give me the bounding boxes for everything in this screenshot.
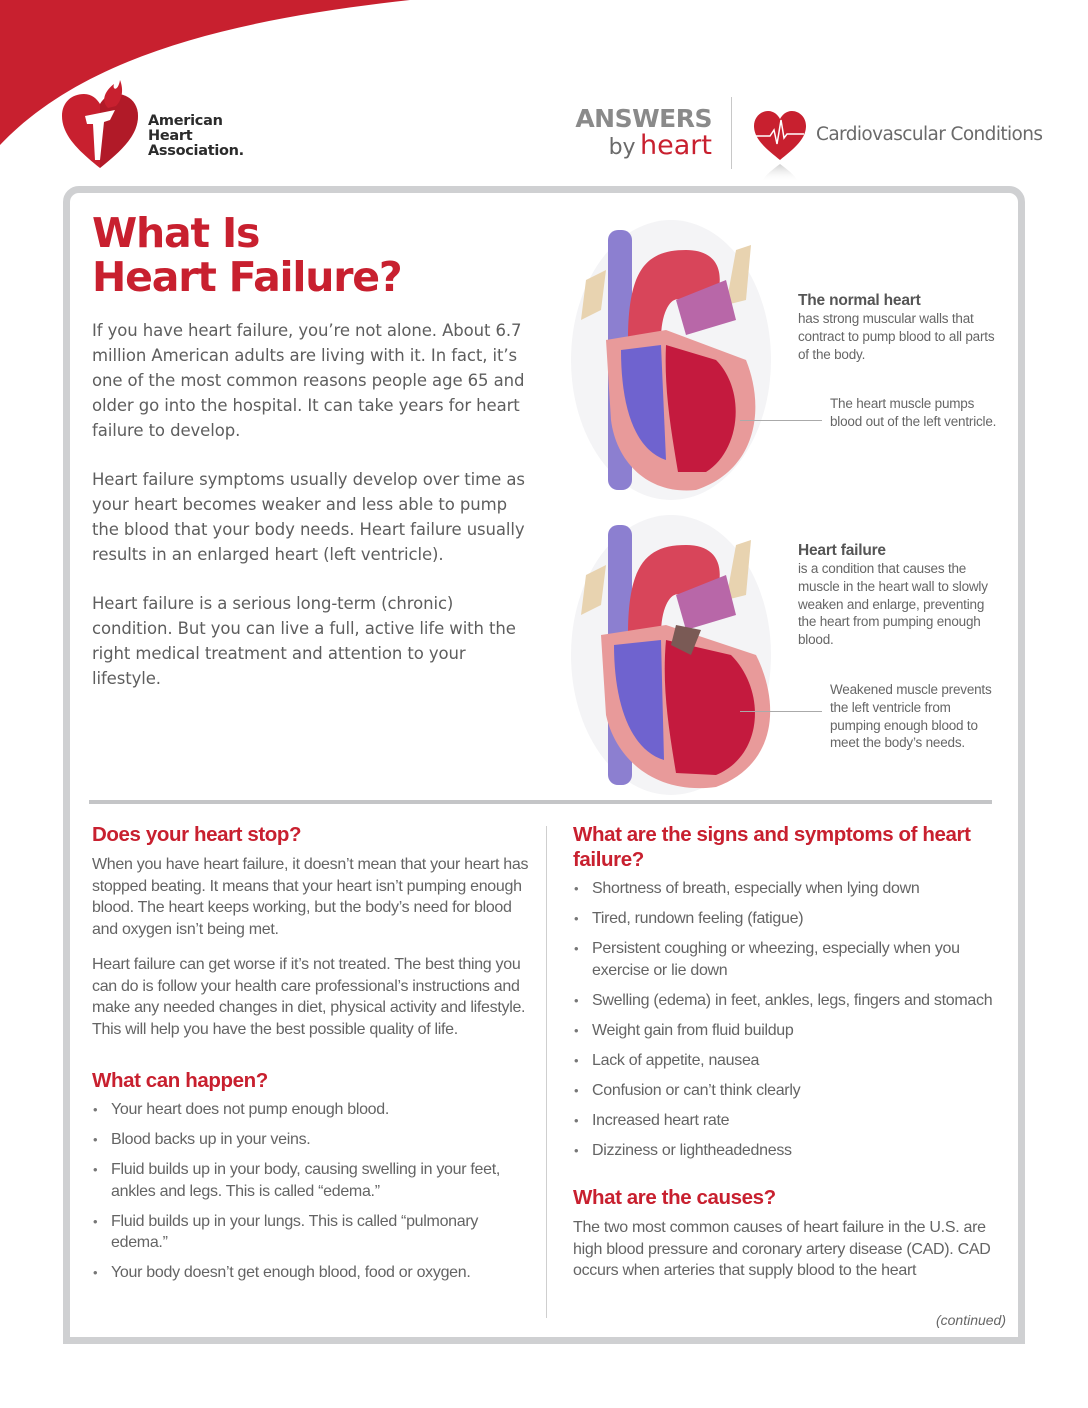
left-column xyxy=(92,822,532,1292)
heart-stop-paragraph: Heart failure can get worse if it’s not treated. The best thing you can do is follow your health care professional’s instructions and make any needed changes in diet, physical activity and lifestyle. This will help you have the best possible quality of life. xyxy=(92,956,526,1038)
intro-paragraph: Heart failure symptoms usually develop over time as your heart becomes weaker and less able to pump the blood that your body needs. Heart failure usually results in an enlarged heart (left ventricle). xyxy=(92,470,525,564)
list-item: • Weight gain from fluid buildup xyxy=(573,1020,993,1042)
list-item: • Blood backs up in your veins. xyxy=(92,1129,532,1151)
aha-wordmark xyxy=(148,114,244,159)
intro-paragraph: Heart failure is a serious long-term (chronic) condition. But you can live a full, active life with the right medical treatment and attention to your lifestyle. xyxy=(92,594,516,688)
series-heart: heart xyxy=(640,130,712,161)
heart-stop-paragraph: When you have heart failure, it doesn’t mean that your heart has stopped beating. It means that your heart isn’t pumping enough blood. The heart keeps working, but the body’s need for blood and oxygen isn’t being met. xyxy=(92,856,529,938)
heart-failure-caption xyxy=(798,541,998,649)
category-label: Cardiovascular Conditions xyxy=(816,124,1043,145)
list-item: • Confusion or can’t think clearly xyxy=(573,1080,993,1102)
list-item: • Fluid builds up in your body, causing swelling in your feet, ankles and legs. This is called “edema.” xyxy=(92,1159,532,1202)
section-heading-symptoms: What are the signs and symptoms of heart failure? xyxy=(573,823,971,871)
heart-failure-text: is a condition that causes the muscle in the heart wall to slowly weaken and enlarge, preventing the heart from pumping enough blood. xyxy=(798,561,988,648)
list-item: • Lack of appetite, nausea xyxy=(573,1050,993,1072)
page-title xyxy=(92,211,401,299)
list-item: • Shortness of breath, especially when lying down xyxy=(573,878,993,900)
heart-failure-callout: Weakened muscle prevents the left ventricle from pumping enough blood to meet the body’s needs. xyxy=(830,682,992,751)
series-by: by xyxy=(608,135,636,160)
list-item: • Your heart does not pump enough blood. xyxy=(92,1099,532,1121)
section-heading-causes: What are the causes? xyxy=(573,1186,776,1209)
intro-paragraph: If you have heart failure, you’re not alone. About 6.7 million American adults are living with it. In fact, it’s one of the most common reasons people age 65 and older go into the hospital. It can take years for heart failure to develop. xyxy=(92,321,525,440)
intro-text xyxy=(92,318,532,715)
list-item: • Dizziness or lightheadedness xyxy=(573,1140,993,1162)
symptoms-list xyxy=(573,878,993,1161)
heart-torch-icon xyxy=(60,72,140,170)
normal-heart-text: has strong muscular walls that contract to pump blood to all parts of the body. xyxy=(798,311,995,362)
answers-by-heart-logo xyxy=(560,105,712,161)
section-heading-what-happen: What can happen? xyxy=(92,1069,268,1092)
list-item: • Tired, rundown feeling (fatigue) xyxy=(573,908,993,930)
header-divider xyxy=(731,97,732,169)
normal-heart-callout: The heart muscle pumps blood out of the left ventricle. xyxy=(830,396,997,429)
list-item: • Increased heart rate xyxy=(573,1110,993,1132)
normal-heart-illustration xyxy=(566,210,776,500)
aha-wordmark-line: American xyxy=(148,113,223,129)
section-divider xyxy=(89,800,992,804)
list-item: • Fluid builds up in your lungs. This is called “pulmonary edema.” xyxy=(92,1211,532,1254)
aha-logo xyxy=(60,72,260,172)
what-happen-list xyxy=(92,1099,532,1284)
column-divider xyxy=(546,826,547,1318)
list-item: • Persistent coughing or wheezing, especially when you exercise or lie down xyxy=(573,938,993,981)
callout-leader-line xyxy=(740,420,822,421)
heartbeat-heart-icon xyxy=(752,108,808,184)
heart-failure-illustration xyxy=(566,505,776,795)
causes-paragraph: The two most common causes of heart failure in the U.S. are high blood pressure and coronary artery disease (CAD). CAD occurs when arteries that supply blood to the heart xyxy=(573,1219,991,1279)
list-item: • Your body doesn’t get enough blood, food or oxygen. xyxy=(92,1262,532,1284)
heart-failure-heading: Heart failure xyxy=(798,542,886,559)
page-title-line: What Is xyxy=(92,209,260,257)
continued-label: (continued) xyxy=(935,1312,1006,1328)
aha-wordmark-line: Association. xyxy=(148,143,244,159)
page-title-line: Heart Failure? xyxy=(92,253,402,301)
series-answers: ANSWERS xyxy=(575,104,712,133)
normal-heart-heading: The normal heart xyxy=(798,292,921,309)
list-item: • Swelling (edema) in feet, ankles, legs, fingers and stomach xyxy=(573,990,993,1012)
normal-heart-caption xyxy=(798,291,998,363)
aha-wordmark-line: Heart xyxy=(148,128,193,144)
callout-leader-line xyxy=(740,711,822,712)
section-heading-heart-stop: Does your heart stop? xyxy=(92,823,302,846)
right-column xyxy=(573,822,993,1282)
